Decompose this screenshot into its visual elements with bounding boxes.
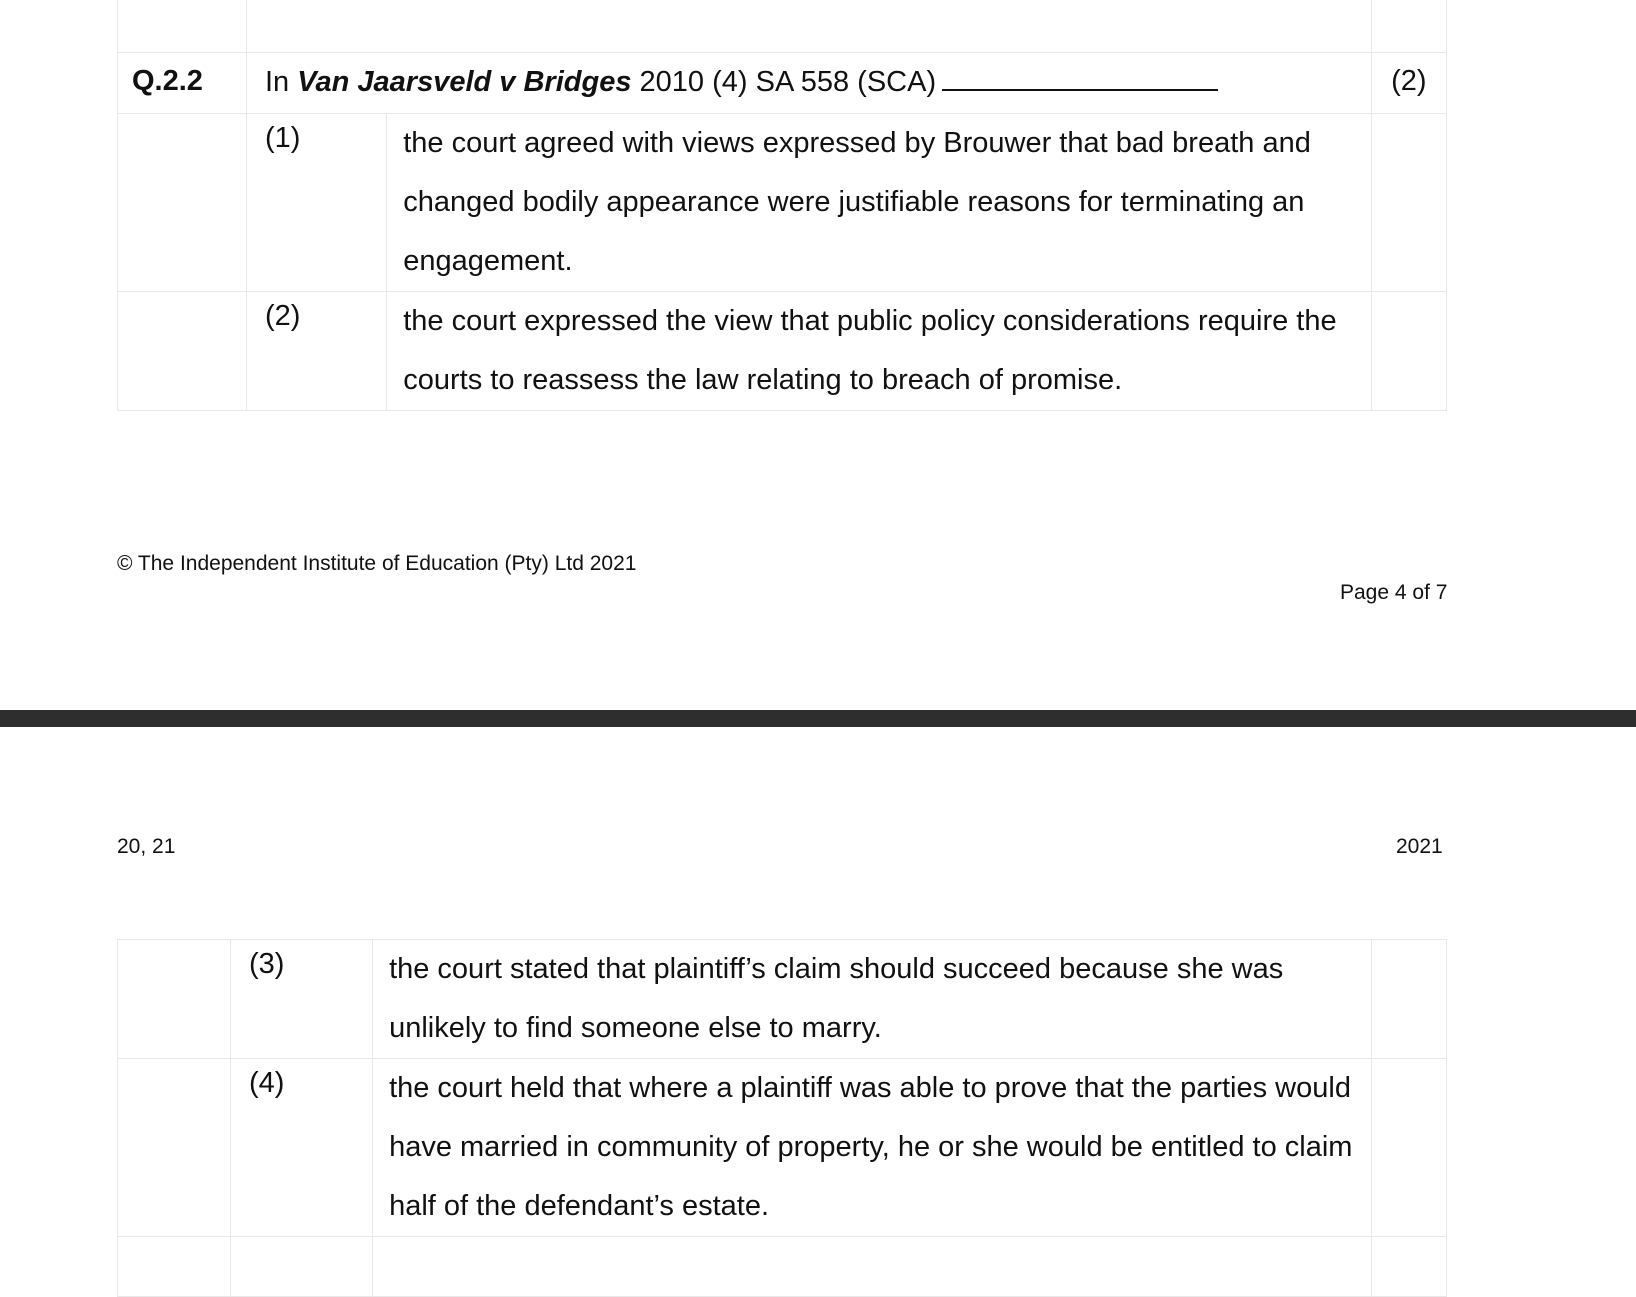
case-citation: 2010 (4) SA 558 (SCA) — [631, 66, 937, 98]
option-text: the court stated that plaintiff’s claim should succeed because she was unlikely to find someone else to marry. — [373, 940, 1372, 1059]
question-table-continued — [117, 939, 1447, 1297]
footer-copyright: © The Independent Institute of Education (Pty) Ltd 2021 — [117, 552, 637, 575]
option-row — [118, 940, 1447, 1059]
option-number: (3) — [230, 940, 372, 1059]
option-text: the court held that where a plaintiff was able to prove that the parties would have married in community of property, he or she would be entitled to claim half of the defendant’s estate. — [373, 1059, 1372, 1237]
option-row — [118, 1059, 1447, 1237]
option-number: (4) — [230, 1059, 372, 1237]
option-number: (1) — [247, 114, 387, 292]
table-row — [118, 0, 1447, 53]
option-text: the court expressed the view that public policy considerations require the courts to reassess the law relating to breach of promise. — [387, 292, 1371, 411]
table-row — [118, 1237, 1447, 1297]
option-number: (2) — [247, 292, 387, 411]
header-year: 2021 — [1396, 835, 1443, 858]
option-row — [118, 114, 1447, 292]
question-row — [118, 53, 1447, 114]
question-table — [117, 0, 1447, 411]
option-row — [118, 292, 1447, 411]
option-text: the court agreed with views expressed by Brouwer that bad breath and changed bodily appearance were justifiable reasons for terminating an engagement. — [387, 114, 1371, 292]
question-stem — [247, 53, 1372, 114]
page-break-divider — [0, 710, 1636, 727]
case-name: Van Jaarsveld v Bridges — [297, 66, 632, 98]
footer-page-number: Page 4 of 7 — [1340, 581, 1448, 604]
question-marks: (2) — [1371, 53, 1446, 114]
question-number: Q.2.2 — [118, 53, 247, 114]
header-left-text: 20, 21 — [117, 835, 176, 858]
question-intro: In — [265, 66, 298, 98]
answer-blank — [942, 65, 1218, 91]
